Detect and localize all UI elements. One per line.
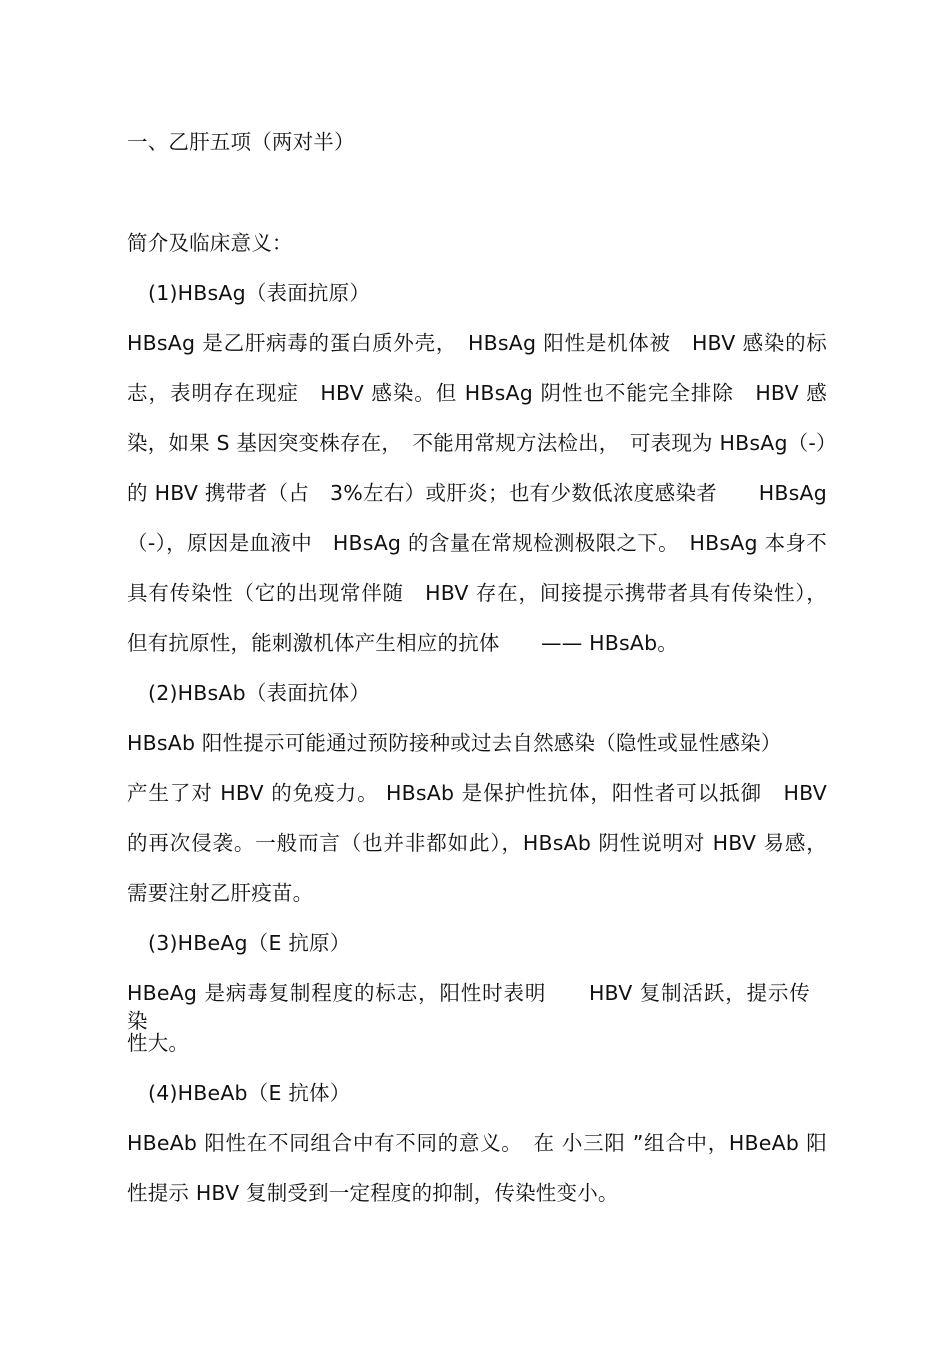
subsection-title-hbeag: (3)HBeAg（E 抗原） [148, 931, 351, 955]
subsection-title-hbsab: (2)HBsAb（表面抗体） [148, 681, 371, 705]
section-heading: 一、乙肝五项（两对半） [127, 130, 355, 154]
paragraph-line: HBsAg 是乙肝病毒的蛋白质外壳， HBsAg 阳性是机体被 HBV 感染的标 [127, 331, 827, 355]
paragraph-line: 需要注射乙肝疫苗。 [127, 881, 314, 905]
paragraph-line: （-），原因是血液中 HBsAg 的含量在常规检测极限之下。 HBsAg 本身不 [127, 531, 827, 555]
paragraph-line: HBeAg 是病毒复制程度的标志，阳性时表明 HBV 复制活跃，提示传染 [127, 981, 810, 1033]
intro-label: 简介及临床意义： [127, 231, 293, 255]
paragraph-line: 具有传染性（它的出现常伴随 HBV 存在，间接提示携带者具有传染性）， [127, 581, 827, 605]
paragraph-line: HBeAb 阳性在不同组合中有不同的意义。 在 小三阳 ”组合中，HBeAb 阳 [127, 1131, 827, 1155]
subsection-title-hbsag: (1)HBsAg（表面抗原） [148, 281, 371, 305]
paragraph-line: 染，如果 S 基因突变株存在， 不能用常规方法检出， 可表现为 HBsAg（-） [127, 431, 837, 455]
paragraph-line: 性大。 [127, 1031, 190, 1055]
subsection-title-hbeab: (4)HBeAb（E 抗体） [148, 1081, 351, 1105]
paragraph-line: 的再次侵袭。一般而言（也并非都如此），HBsAb 阴性说明对 HBV 易感， [127, 831, 827, 855]
paragraph-line: HBsAb 阳性提示可能通过预防接种或过去自然感染（隐性或显性感染） [127, 731, 782, 755]
paragraph-line: 性提示 HBV 复制受到一定程度的抑制，传染性变小。 [127, 1181, 619, 1205]
paragraph-line: 志，表明存在现症 HBV 感染。但 HBsAg 阴性也不能完全排除 HBV 感 [127, 381, 827, 405]
paragraph-line: 产生了对 HBV 的免疫力。 HBsAb 是保护性抗体，阳性者可以抵御 HBV [127, 781, 827, 805]
paragraph-line: 的 HBV 携带者（占 3%左右）或肝炎；也有少数低浓度感染者 HBsAg [127, 481, 827, 505]
paragraph-line: 但有抗原性，能刺激机体产生相应的抗体 —— HBsAb。 [127, 631, 679, 655]
